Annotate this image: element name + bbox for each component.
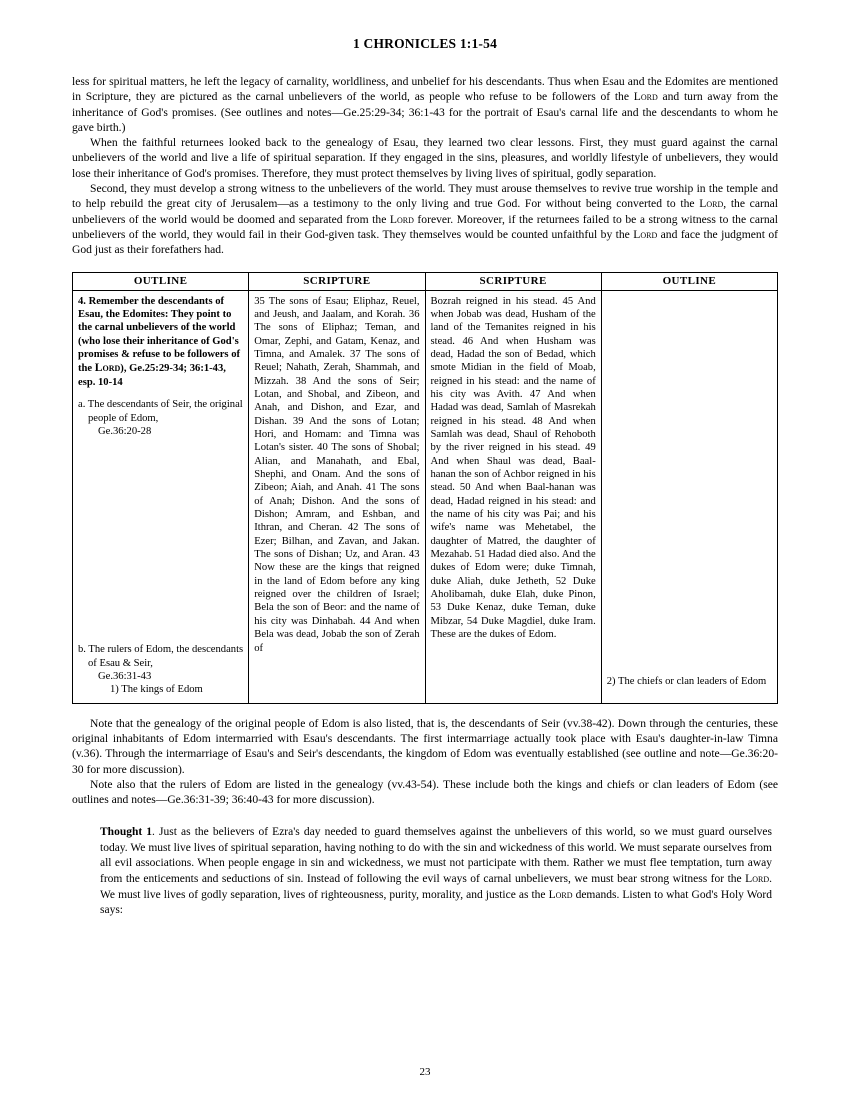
header-outline-right: OUTLINE [601, 272, 777, 290]
outline-sub-a-ref: Ge.36:20-28 [98, 425, 152, 437]
table-header-row [73, 272, 778, 290]
intro-paragraph-3: Second, they must develop a strong witness to the unbelievers of the world. They must arouse themselves to revive true worship in the temple and to help rebuild the great city of Jerusalem—as a testimony to the only living and true God. For without being converted to the Lord, the carnal unbelievers of the world would be doomed and separated from the Lord forever. Moreover, if the returnees failed to be a strong witness to the carnal unbelievers of the world, they would fail in their God-given task. They themselves would be counted unfaithful by the Lord and face the judgment of God just as their forefathers had. [72, 182, 778, 257]
page-number: 23 [419, 1066, 431, 1078]
intro-paragraph-1: less for spiritual matters, he left the legacy of carnality, worldliness, and unbelief for his descendants. Thus when Esau and the Edomites are mentioned in Scripture, they are pictured as the carnal unbelievers of the world, as people who refuse to be followers of the Lord and turn away from the inheritance of God's promises. (See outlines and notes—Ge.25:29-34; 36:1-43 for the portrait of Esau's carnal life and the descendants to whom he gave birth.) [72, 75, 778, 134]
outline-sub-a-text: a. The descendants of Seir, the original people of Edom, [78, 399, 243, 424]
scripture-text-column-2: Bozrah reigned in his stead. 45 And when Jobab was dead, Husham of the land of the Temanites reigned in his stead. 46 And when Husham was dead, Hadad the son of Bedad, which smote Midian in the field of Moab, reigned in his stead: and the name of his city was Avith. 47 And when Hadad was dead, Samlah of Masrekah reigned in his stead. 48 And when Samlah was dead, Shaul of Rehoboth by the river reigned in his stead. 49 And when Shaul was dead, Baal-hanan the son of Achbor reigned in his stead. 50 And when Baal-hanan was dead, Hadad reigned in his stead: and the name of his city was Pai; and his wife's name was Mehetabel, the daughter of Matred, the daughter of Mezahab. 51 Hadad died also. And the dukes of Edom were; duke Timnah, duke Aliah, duke Jetheth, 52 Duke Aholibamah, duke Elah, duke Pinon, 53 Duke Kenaz, duke Teman, duke Mibzar, 54 Duke Magdiel, duke Iram. These are the dukes of Edom. [430, 295, 596, 641]
thought-block [100, 825, 772, 918]
outline-scripture-table [72, 272, 778, 704]
cell-outline-right [601, 290, 777, 703]
outline-sub-b-ref: Ge.36:31-43 [98, 670, 152, 682]
header-outline-left: OUTLINE [73, 272, 249, 290]
outline-sub-b [78, 643, 243, 696]
thought-text: . Just as the believers of Ezra's day needed to guard themselves against the unbelievers of this world, so we must guard ourselves today. We must live lives of spiritual separation, having nothing to do with the sin and wickedness of this world. We must separate ourselves from all evil associations. When people engage in sin and wickedness, we must not participate with them. Rather we must flee temptation, turn away from the enticements and seductions of sin. Instead of following the evil ways of carnal unbelievers, we must bear strong witness for the Lord. We must live lives of godly separation, lives of righteousness, purity, morality, and justice as the Lord demands. Listen to what God's Holy Word says: [100, 826, 773, 917]
outline-main-point: 4. Remember the descendants of Esau, the Edomites: They point to the carnal unbelievers of the world (who lose their inheritance of God's promises & refuse to be followers of the Lord), Ge.25:29-34; 36:1-43, esp. 10-14 [78, 295, 241, 388]
page-title: 1 CHRONICLES 1:1-54 [352, 36, 498, 51]
after-table-section [72, 716, 778, 808]
outline-sub-b-1: 1) The kings of Edom [110, 684, 203, 696]
cell-scripture-2 [425, 290, 601, 703]
header-scripture-2: SCRIPTURE [425, 272, 601, 290]
intro-paragraph-2: When the faithful returnees looked back to the genealogy of Esau, they learned two clear lessons. First, they must guard against the carnal unbelievers of the world and live a life of spiritual separation. If they engaged in the sins, pleasures, and worldly lifestyle of unbelievers, they would lose their inheritance of God's promises. Therefore, they must protect themselves by living lives of spiritual, godly separation. [72, 136, 778, 180]
cell-outline-left [73, 290, 249, 703]
scripture-text-column-1: 35 The sons of Esau; Eliphaz, Reuel, and Jeush, and Jaalam, and Korah. 36 The sons of Eliphaz; Teman, and Omar, Zephi, and Gatam, Kenaz, and Timna, and Amalek. 37 The sons of Reuel; Nahath, Zerah, Shammah, and Mizzah. 38 And the sons of Seir; Lotan, and Shobal, and Zibeon, and Anah, and Dishon, and Ezar, and Dishan. 39 And the sons of Lotan; Hori, and Homam: and Timna was Lotan's sister. 40 The sons of Shobal; Alian, and Manahath, and Ebal, Shephi, and Onam. And the sons of Zibeon; Aiah, and Anah. 41 The sons of Anah; Dishon. And the sons of Dishon; Amram, and Eshban, and Ithran, and Cheran. 42 The sons of Ezer; Bilhan, and Zavan, and Jakan. The sons of Dishan; Uz, and Aran. 43 Now these are the kings that reigned in the land of Edom before any king reigned over the children of Israel; Bela the son of Beor: and the name of his city was Dinhabah. 44 And when Bela was dead, Jobab the son of Zerah of [254, 295, 420, 654]
outline-sub-b-text: b. The rulers of Edom, the descendants of Esau & Seir, [78, 644, 244, 669]
after-paragraph-2: Note also that the rulers of Edom are listed in the genealogy (vv.43-54). These include both the kings and chiefs or clan leaders of Edom (see outlines and notes—Ge.36:31-39; 36:40-43 for more discussion). [72, 777, 778, 807]
outline-sub-a [78, 398, 243, 438]
outline-right-item: 2) The chiefs or clan leaders of Edom [606, 675, 767, 687]
after-paragraph-1: Note that the genealogy of the original people of Edom is also listed, that is, the descendants of Seir (vv.38-42). Down through the centuries, these original inhabitants of Edom intermarried with Esau's descendants. The first intermarriage actually took place with Esau's daughter-in-law Timna (v.36). Through the intermarriage of Esau's and Seir's descendants, the kingdom of Edom was eventually established (see outline and note—Ge.36:20-30 for more discussion). [72, 716, 778, 776]
thought-label: Thought 1 [100, 826, 153, 839]
header-scripture-1: SCRIPTURE [249, 272, 425, 290]
table-row [73, 290, 778, 703]
cell-scripture-1 [249, 290, 425, 703]
